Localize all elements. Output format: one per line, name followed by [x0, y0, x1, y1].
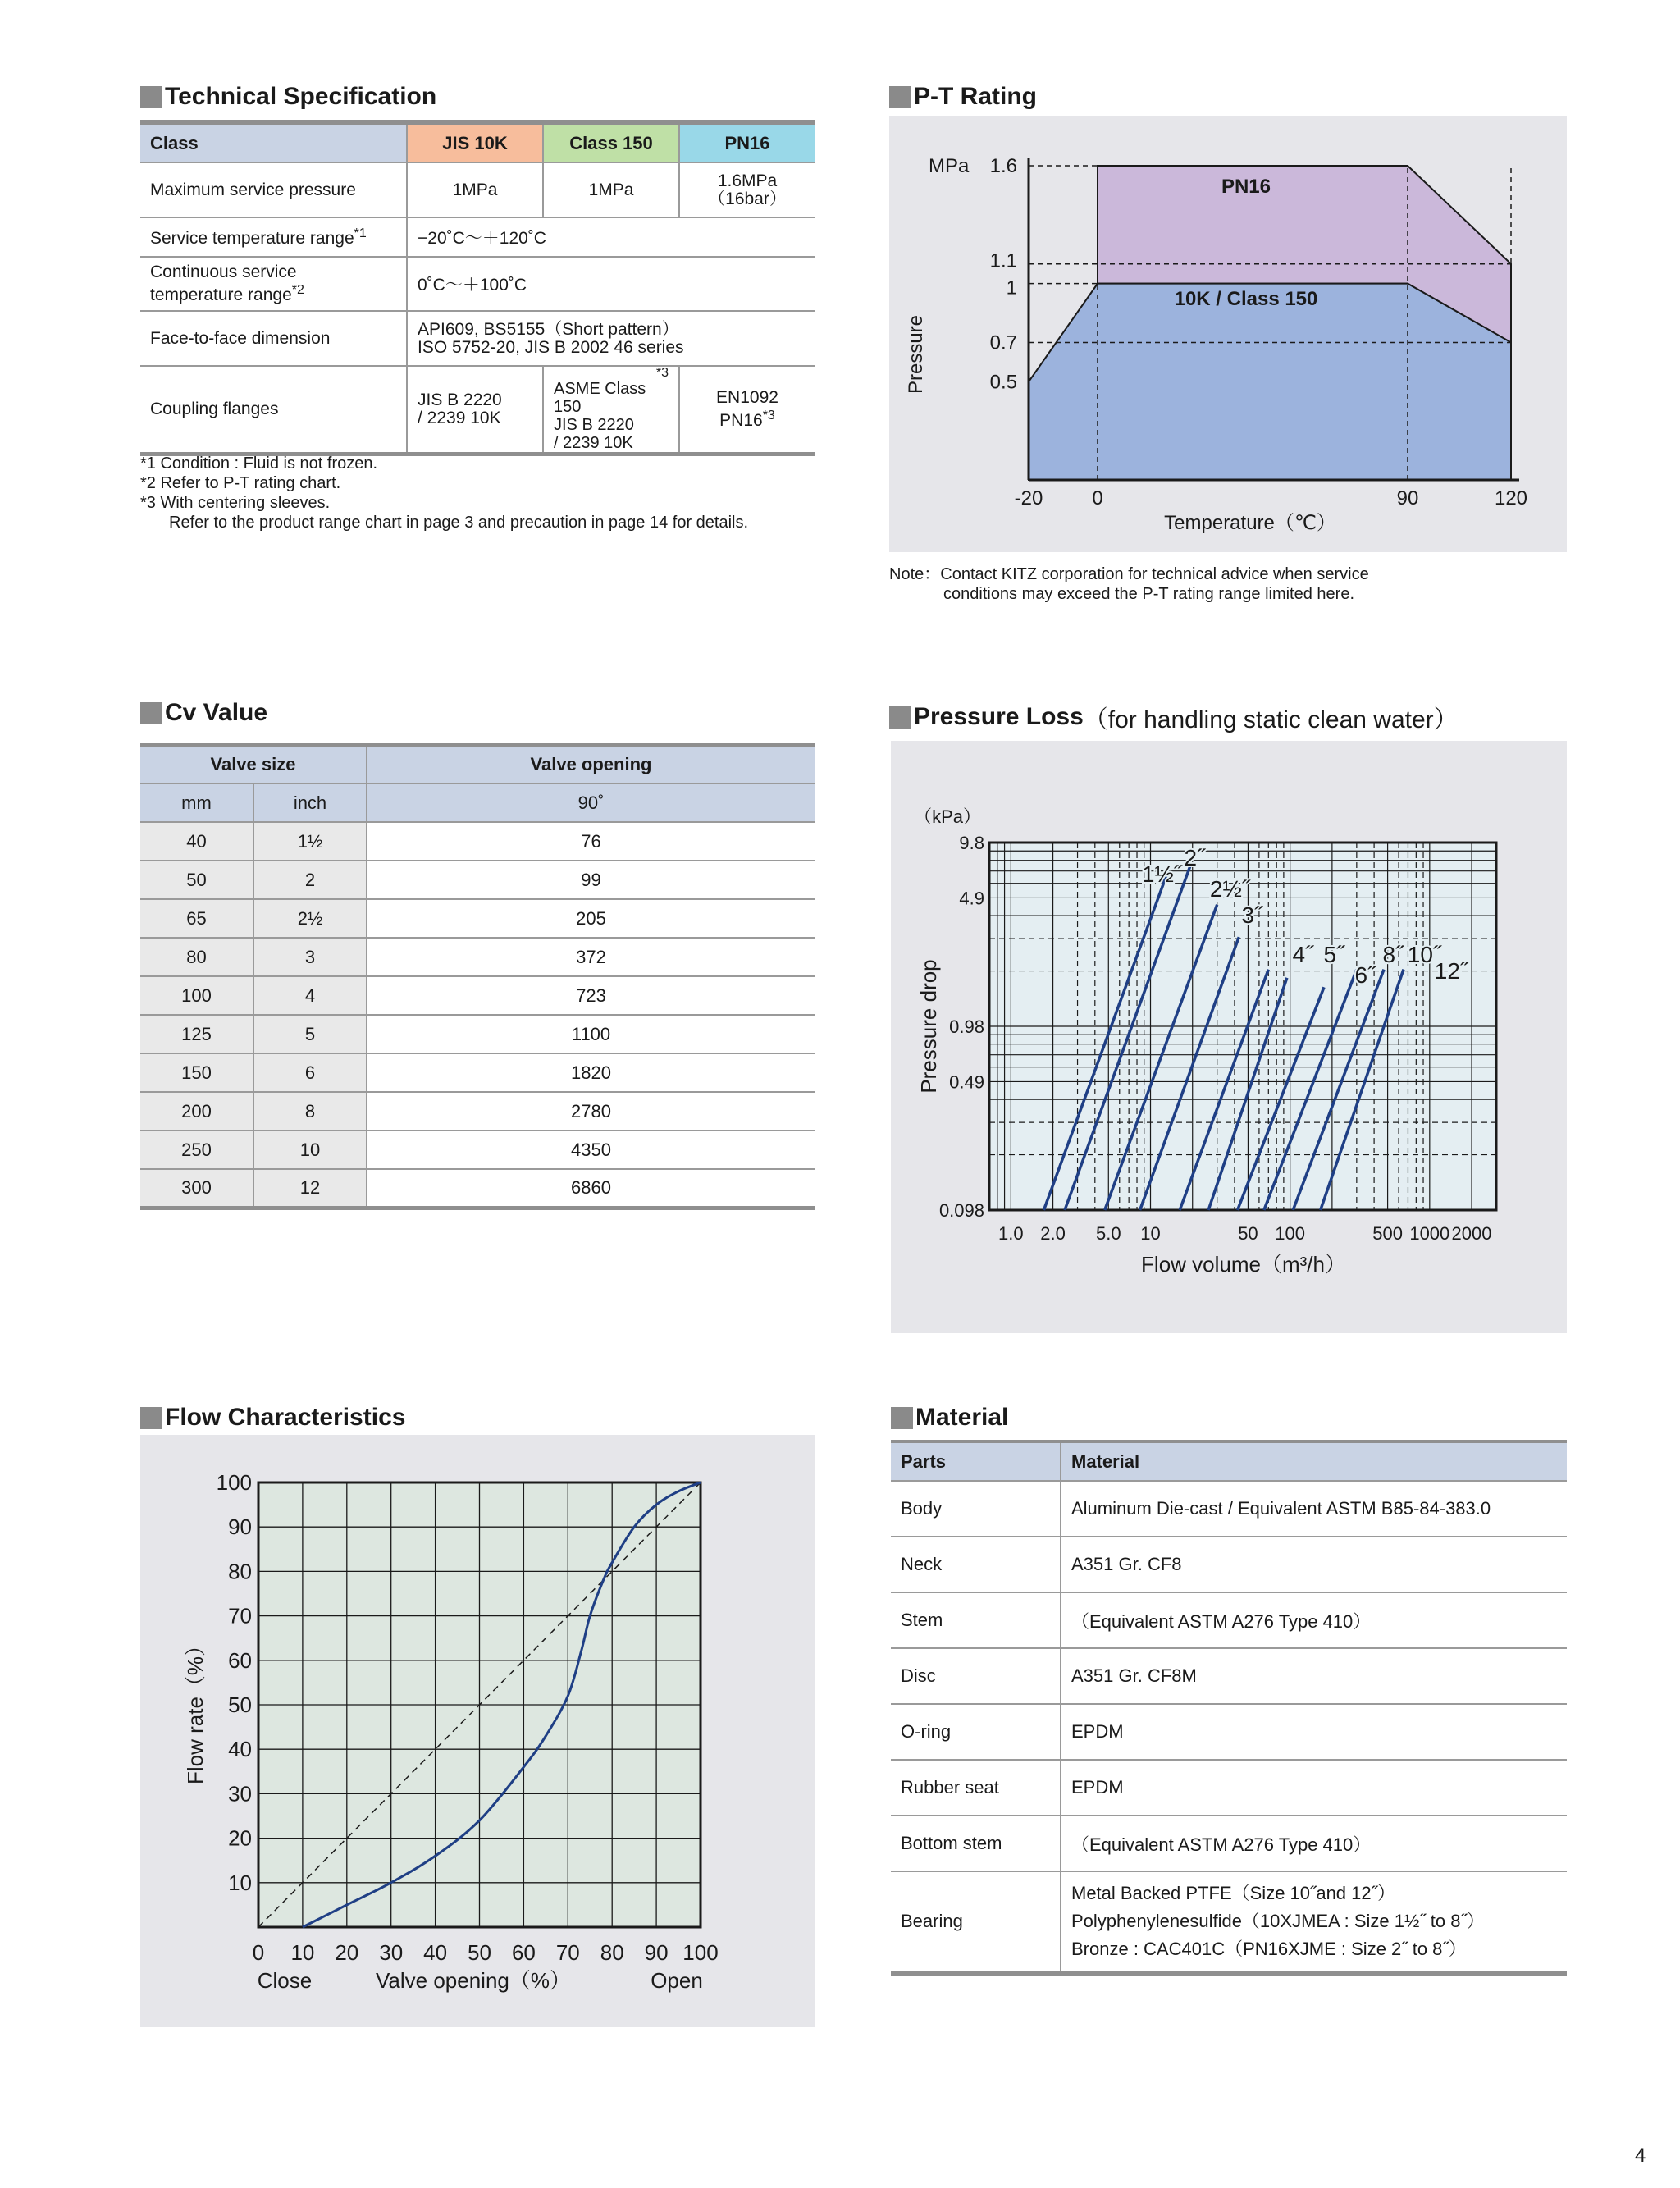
material-value: EPDM — [1061, 1704, 1567, 1760]
cv-cell-mm: 80 — [140, 938, 253, 976]
pt-x-label: Temperature（℃） — [1164, 512, 1336, 534]
cv-cell-mm: 100 — [140, 976, 253, 1015]
spec-section-title: Technical Specification — [140, 83, 436, 111]
cv-cell-mm: 40 — [140, 822, 253, 861]
spec-cell-value: −20˚C〜＋120˚C — [407, 217, 815, 257]
footnote: Refer to the product range chart in page 3 and precaution in page 14 for details. — [169, 514, 749, 532]
spec-text: EN1092 — [716, 388, 778, 407]
pl-y-tick: 9.8 — [959, 833, 984, 853]
material-part: Bearing — [891, 1871, 1061, 1973]
pl-y-tick: 0.098 — [938, 1200, 984, 1221]
material-row — [891, 1648, 1567, 1704]
pl-x-tick: 50 — [1238, 1223, 1258, 1244]
cv-cell-inch: 3 — [253, 938, 367, 976]
cv-header-row — [140, 745, 815, 783]
pl-x-tick: 2.0 — [1040, 1223, 1066, 1244]
pt-y-tick: 0.7 — [989, 331, 1017, 354]
footnote-mark: *2 — [291, 283, 304, 297]
fc-x-label: Valve opening（%） — [376, 1968, 571, 1993]
spec-cell-cls — [543, 366, 679, 455]
note-text: conditions may exceed the P-T rating range limited here. — [943, 585, 1355, 603]
spec-header-pn16: PN16 — [679, 122, 815, 162]
pt-y-tick: 1.1 — [989, 249, 1017, 272]
fc-section-title: Flow Characteristics — [140, 1404, 405, 1432]
cv-row — [140, 1053, 815, 1092]
fc-x-tick: 80 — [600, 1940, 624, 1965]
note-text: Contact KITZ corporation for technical advice when service — [940, 565, 1369, 583]
material-row — [891, 1592, 1567, 1648]
pt-x-tick: 0 — [1092, 487, 1103, 509]
fc-y-tick: 100 — [216, 1470, 252, 1495]
spec-label — [140, 257, 407, 311]
material-value: Aluminum Die-cast / Equivalent ASTM B85-84-383.0 — [1061, 1481, 1567, 1537]
fc-x-tick: 20 — [335, 1940, 359, 1965]
fc-chart — [140, 1435, 815, 2027]
cv-cell-inch: 4 — [253, 976, 367, 1015]
section-square-icon — [891, 1407, 913, 1429]
spec-cell-jis: 1MPa — [407, 162, 543, 217]
pt-x-tick: 90 — [1396, 487, 1419, 509]
cv-cell-mm: 50 — [140, 861, 253, 899]
section-square-icon — [889, 706, 911, 729]
note-label: Note： — [889, 565, 941, 583]
pl-x-tick: 5.0 — [1095, 1223, 1121, 1244]
fc-x-tick: 100 — [682, 1940, 719, 1965]
spec-text: Service temperature range — [150, 228, 354, 248]
cv-cell-inch: 6 — [253, 1053, 367, 1092]
footnote: *3 With centering sleeves. — [140, 494, 331, 512]
spec-label — [140, 217, 407, 257]
pl-x-tick: 2000 — [1451, 1223, 1492, 1244]
material-row — [891, 1704, 1567, 1760]
fc-y-tick: 90 — [228, 1514, 252, 1540]
pt-chart — [889, 116, 1567, 552]
pl-y-unit: （kPa） — [914, 806, 981, 827]
spec-cell-pn — [679, 366, 815, 455]
spec-cell-value — [407, 311, 815, 366]
footnote: *2 Refer to P-T rating chart. — [140, 474, 341, 492]
pl-y-label: Pressure drop — [916, 959, 941, 1094]
material-part: Disc — [891, 1648, 1061, 1704]
cv-row — [140, 861, 815, 899]
cv-cell-inch: 1½ — [253, 822, 367, 861]
pt-note — [889, 564, 1369, 604]
cv-cell-value: 6860 — [367, 1169, 815, 1208]
fc-x-tick: 70 — [555, 1940, 580, 1965]
spec-text: PN16 — [719, 411, 763, 430]
cv-row — [140, 1131, 815, 1169]
spec-text: JIS B 2220 — [554, 416, 634, 434]
pl-series-label: 3˝ — [1241, 902, 1262, 928]
cv-row — [140, 1092, 815, 1131]
cv-cell-value: 1100 — [367, 1015, 815, 1053]
pl-series-label: 12˝ — [1434, 958, 1468, 984]
spec-header-class150: Class 150 — [543, 122, 679, 162]
fc-x-tick: 0 — [252, 1940, 265, 1965]
material-header-parts: Parts — [891, 1441, 1061, 1481]
spec-row-continuous-temp — [140, 257, 815, 311]
fc-x-tick: 90 — [644, 1940, 669, 1965]
spec-label: Face-to-face dimension — [140, 311, 407, 366]
cv-cell-value: 99 — [367, 861, 815, 899]
cv-section-title: Cv Value — [140, 699, 267, 727]
pl-y-tick: 4.9 — [959, 888, 984, 909]
material-line: Bronze : CAC401C（PN16XJME : Size 2˝ to 8˝） — [1071, 1939, 1467, 1960]
pl-x-tick: 10 — [1140, 1223, 1161, 1244]
material-part: Body — [891, 1481, 1061, 1537]
cv-row — [140, 822, 815, 861]
fc-x-tick: 50 — [468, 1940, 491, 1965]
pl-series-label: 2½˝ — [1209, 876, 1250, 902]
spec-cell-value: 0˚C〜＋100˚C — [407, 257, 815, 311]
spec-cell-cls: 1MPa — [543, 162, 679, 217]
material-row — [891, 1816, 1567, 1871]
spec-text: / 2239 10K — [418, 409, 501, 427]
spec-text: / 2239 10K — [554, 434, 633, 452]
pt-x-tick: -20 — [1014, 487, 1043, 509]
spec-cell-pn — [679, 162, 815, 217]
fc-x-right-label: Open — [651, 1968, 703, 1993]
section-square-icon — [889, 86, 911, 108]
material-header-row — [891, 1441, 1567, 1481]
pt-section-title: P-T Rating — [889, 83, 1037, 111]
pl-series-label: 4˝ — [1292, 942, 1313, 967]
pl-series-label: 2˝ — [1184, 845, 1205, 870]
fc-y-tick: 40 — [228, 1737, 252, 1762]
spec-header-class: Class — [140, 122, 407, 162]
pl-chart-panel — [891, 741, 1567, 1333]
material-line: Polyphenylenesulfide（10XJMEA : Size 1½˝ to 8˝） — [1071, 1911, 1485, 1932]
cv-row — [140, 1169, 815, 1208]
fc-x-tick: 40 — [423, 1940, 448, 1965]
pl-x-tick: 500 — [1372, 1223, 1403, 1244]
pl-y-tick: 0.98 — [949, 1016, 984, 1037]
material-part: Bottom stem — [891, 1816, 1061, 1871]
cv-row — [140, 899, 815, 938]
section-square-icon — [140, 1407, 162, 1429]
spec-label: Maximum service pressure — [140, 162, 407, 217]
spec-row-max-pressure — [140, 162, 815, 217]
cv-header-90deg: 90˚ — [367, 783, 815, 822]
pl-chart — [891, 741, 1567, 1333]
cv-cell-value: 1820 — [367, 1053, 815, 1092]
material-header-material: Material — [1061, 1441, 1567, 1481]
pt-y-unit: MPa — [929, 155, 970, 177]
fc-chart-panel — [140, 1435, 815, 2027]
spec-header-jis10k: JIS 10K — [407, 122, 543, 162]
spec-text: 1.6MPa — [717, 171, 778, 190]
fc-y-tick: 50 — [228, 1692, 252, 1717]
footnote-mark: *3 — [655, 366, 669, 380]
cv-header-opening: Valve opening — [367, 745, 815, 783]
material-value: （Equivalent ASTM A276 Type 410） — [1061, 1592, 1567, 1648]
spec-row-service-temp — [140, 217, 815, 257]
pt-series-label: 10K / Class 150 — [1174, 288, 1318, 310]
spec-text: （16bar） — [708, 189, 787, 208]
fc-y-tick: 20 — [228, 1825, 252, 1851]
pl-series-label: 8˝ — [1382, 942, 1404, 967]
fc-x-tick: 60 — [511, 1940, 536, 1965]
fc-y-tick: 70 — [228, 1603, 252, 1628]
material-row — [891, 1481, 1567, 1537]
cv-cell-mm: 250 — [140, 1131, 253, 1169]
pl-y-tick: 0.49 — [949, 1071, 984, 1093]
cv-cell-inch: 2½ — [253, 899, 367, 938]
footnote-mark: *3 — [762, 409, 775, 423]
pl-x-tick: 1.0 — [998, 1223, 1024, 1244]
cv-row — [140, 1015, 815, 1053]
pl-subtitle: （for handling static clean water） — [1083, 706, 1459, 733]
material-value: （Equivalent ASTM A276 Type 410） — [1061, 1816, 1567, 1871]
fc-x-tick: 30 — [379, 1940, 404, 1965]
pl-section-title: Pressure Loss （for handling static clean water） — [889, 699, 1459, 735]
spec-text: Continuous service — [150, 263, 297, 281]
pt-y-label: Pressure — [905, 314, 927, 395]
material-value: EPDM — [1061, 1760, 1567, 1816]
material-value — [1061, 1871, 1567, 1973]
cv-value-table — [140, 743, 815, 1210]
cv-row — [140, 976, 815, 1015]
material-row-bearing — [891, 1871, 1567, 1973]
pt-series-label: PN16 — [1221, 176, 1271, 198]
cv-cell-inch: 2 — [253, 861, 367, 899]
spec-header-row — [140, 122, 815, 162]
pl-x-tick: 100 — [1275, 1223, 1306, 1244]
section-square-icon — [140, 86, 162, 108]
fc-x-tick: 10 — [290, 1940, 315, 1965]
pt-y-tick: 1.6 — [989, 155, 1017, 177]
cv-cell-inch: 5 — [253, 1015, 367, 1053]
cv-cell-inch: 10 — [253, 1131, 367, 1169]
cv-cell-value: 372 — [367, 938, 815, 976]
pl-x-tick: 1000 — [1409, 1223, 1450, 1244]
cv-header-size: Valve size — [140, 745, 367, 783]
material-row — [891, 1760, 1567, 1816]
material-value: A351 Gr. CF8 — [1061, 1537, 1567, 1592]
material-row — [891, 1537, 1567, 1592]
pl-x-label: Flow volume（m³/h） — [1141, 1252, 1346, 1277]
cv-cell-inch: 12 — [253, 1169, 367, 1208]
fc-y-tick: 80 — [228, 1559, 252, 1584]
cv-cell-value: 4350 — [367, 1131, 815, 1169]
pt-y-tick: 1 — [1006, 276, 1017, 299]
spec-text: ASME Class 150 — [554, 380, 646, 416]
cv-cell-value: 205 — [367, 899, 815, 938]
material-part: Stem — [891, 1592, 1061, 1648]
material-part: Neck — [891, 1537, 1061, 1592]
spec-footnotes — [140, 454, 748, 532]
fc-y-label: Flow rate（%） — [183, 1634, 208, 1785]
material-part: Rubber seat — [891, 1760, 1061, 1816]
spec-text: API609, BS5155（Short pattern） — [418, 319, 679, 339]
pt-chart-panel — [889, 116, 1567, 552]
pt-x-tick: 120 — [1494, 487, 1528, 509]
cv-header-inch: inch — [253, 783, 367, 822]
cv-subheader-row — [140, 783, 815, 822]
pl-series-label: 1½˝ — [1141, 861, 1182, 887]
spec-text: JIS B 2220 — [418, 391, 502, 409]
footnote: *1 Condition : Fluid is not frozen. — [140, 455, 378, 473]
page-number: 4 — [1635, 2145, 1646, 2167]
cv-cell-value: 76 — [367, 822, 815, 861]
fc-y-tick: 30 — [228, 1781, 252, 1807]
cv-cell-value: 723 — [367, 976, 815, 1015]
cv-cell-mm: 125 — [140, 1015, 253, 1053]
material-table — [891, 1440, 1567, 1976]
material-section-title: Material — [891, 1404, 1008, 1432]
spec-cell-jis — [407, 366, 543, 455]
cv-cell-mm: 65 — [140, 899, 253, 938]
fc-y-tick: 60 — [228, 1647, 252, 1673]
cv-cell-value: 2780 — [367, 1092, 815, 1131]
spec-row-face-to-face — [140, 311, 815, 366]
pl-series-label: 6˝ — [1354, 962, 1376, 988]
fc-x-left-label: Close — [257, 1968, 313, 1993]
material-value: A351 Gr. CF8M — [1061, 1648, 1567, 1704]
material-part: O-ring — [891, 1704, 1061, 1760]
spec-row-coupling — [140, 366, 815, 455]
cv-cell-mm: 200 — [140, 1092, 253, 1131]
pt-y-tick: 0.5 — [989, 371, 1017, 394]
cv-cell-mm: 150 — [140, 1053, 253, 1092]
pl-series-label: 5˝ — [1323, 942, 1344, 967]
spec-text: temperature range — [150, 285, 292, 304]
spec-text: ISO 5752-20, JIS B 2002 46 series — [418, 337, 684, 357]
cv-cell-inch: 8 — [253, 1092, 367, 1131]
fc-y-tick: 10 — [228, 1870, 252, 1895]
section-square-icon — [140, 702, 162, 724]
pt-10k-area — [1029, 284, 1511, 480]
technical-specification-table — [140, 120, 815, 456]
material-line: Metal Backed PTFE（Size 10˝and 12˝） — [1071, 1883, 1395, 1904]
cv-cell-mm: 300 — [140, 1169, 253, 1208]
pl-series-label: 10˝ — [1407, 942, 1441, 967]
spec-label: Coupling flanges — [140, 366, 407, 455]
cv-header-mm: mm — [140, 783, 253, 822]
footnote-mark: *1 — [354, 226, 367, 240]
cv-row — [140, 938, 815, 976]
